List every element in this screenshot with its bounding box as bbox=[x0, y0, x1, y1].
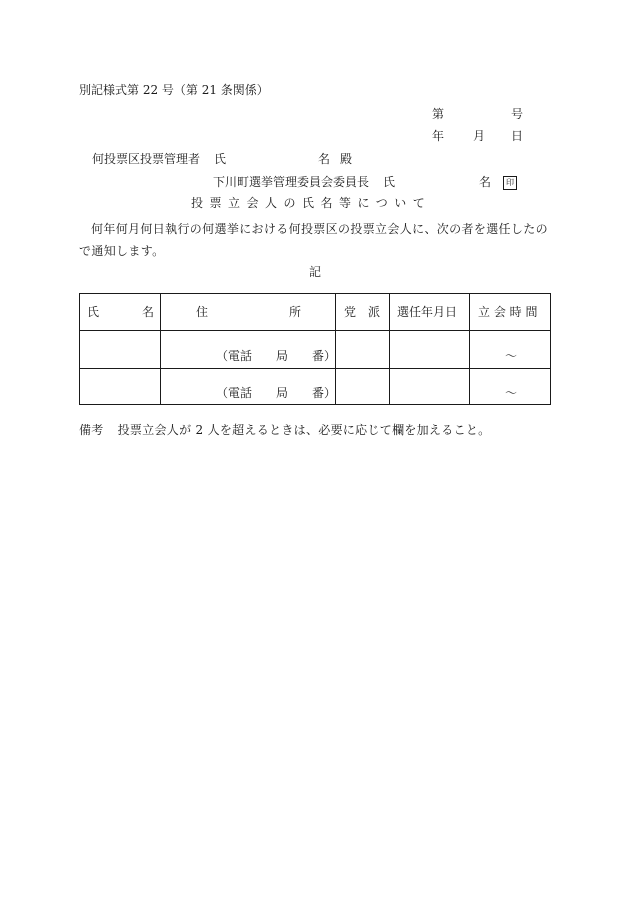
sender-title: 下川町選挙管理委員会委員長 bbox=[213, 175, 370, 189]
form-number-label: 別記様式第 22 号（第 21 条関係） bbox=[79, 83, 269, 97]
appointee-table bbox=[79, 293, 551, 405]
note-label: 備考 bbox=[79, 423, 104, 437]
addressee-line bbox=[92, 152, 352, 166]
seal-icon: 印 bbox=[503, 176, 517, 190]
table-divider bbox=[160, 294, 161, 404]
document-number-prefix: 第 bbox=[432, 107, 445, 121]
row-2-phone: （電話 局 番） bbox=[216, 386, 337, 400]
body-paragraph: 何年何月何日執行の何選挙における何投票区の投票立会人に、次の者を選任したので通知します。 bbox=[79, 222, 548, 258]
row-1-hours-separator: ～ bbox=[505, 349, 518, 363]
header-address-ju: 住 bbox=[196, 305, 209, 319]
sender-line bbox=[213, 175, 517, 190]
date-month-label: 月 bbox=[473, 129, 486, 143]
table-divider bbox=[80, 330, 550, 331]
table-divider bbox=[80, 368, 550, 369]
sender-name-mei: 名 bbox=[479, 175, 492, 189]
row-1-phone: （電話 局 番） bbox=[216, 349, 337, 363]
addressee-honorific: 殿 bbox=[340, 152, 353, 166]
row-2-hours-separator: ～ bbox=[505, 386, 518, 400]
table-divider bbox=[389, 294, 390, 404]
sender-name-shi: 氏 bbox=[383, 175, 396, 189]
ki-heading: 記 bbox=[309, 265, 322, 279]
document-subject: 投票立会人の氏名等について bbox=[191, 196, 432, 210]
table-divider bbox=[469, 294, 470, 404]
header-party: 党 派 bbox=[344, 305, 381, 319]
document-number-suffix: 号 bbox=[511, 107, 524, 121]
date-year-label: 年 bbox=[432, 129, 445, 143]
header-address-sho: 所 bbox=[289, 305, 302, 319]
header-attendance-hours: 立 会 時 間 bbox=[478, 305, 538, 319]
note-text: 投票立会人が 2 人を超えるときは、必要に応じて欄を加えること。 bbox=[117, 423, 491, 437]
header-appointment-date: 選任年月日 bbox=[397, 305, 458, 319]
addressee-name-mei: 名 bbox=[318, 152, 331, 166]
header-name-shi: 氏 bbox=[87, 305, 100, 319]
date-day-label: 日 bbox=[511, 129, 524, 143]
header-name-mei: 名 bbox=[142, 305, 155, 319]
addressee-name-shi: 氏 bbox=[214, 152, 227, 166]
addressee-title: 何投票区投票管理者 bbox=[92, 152, 201, 166]
note-line bbox=[79, 423, 490, 437]
